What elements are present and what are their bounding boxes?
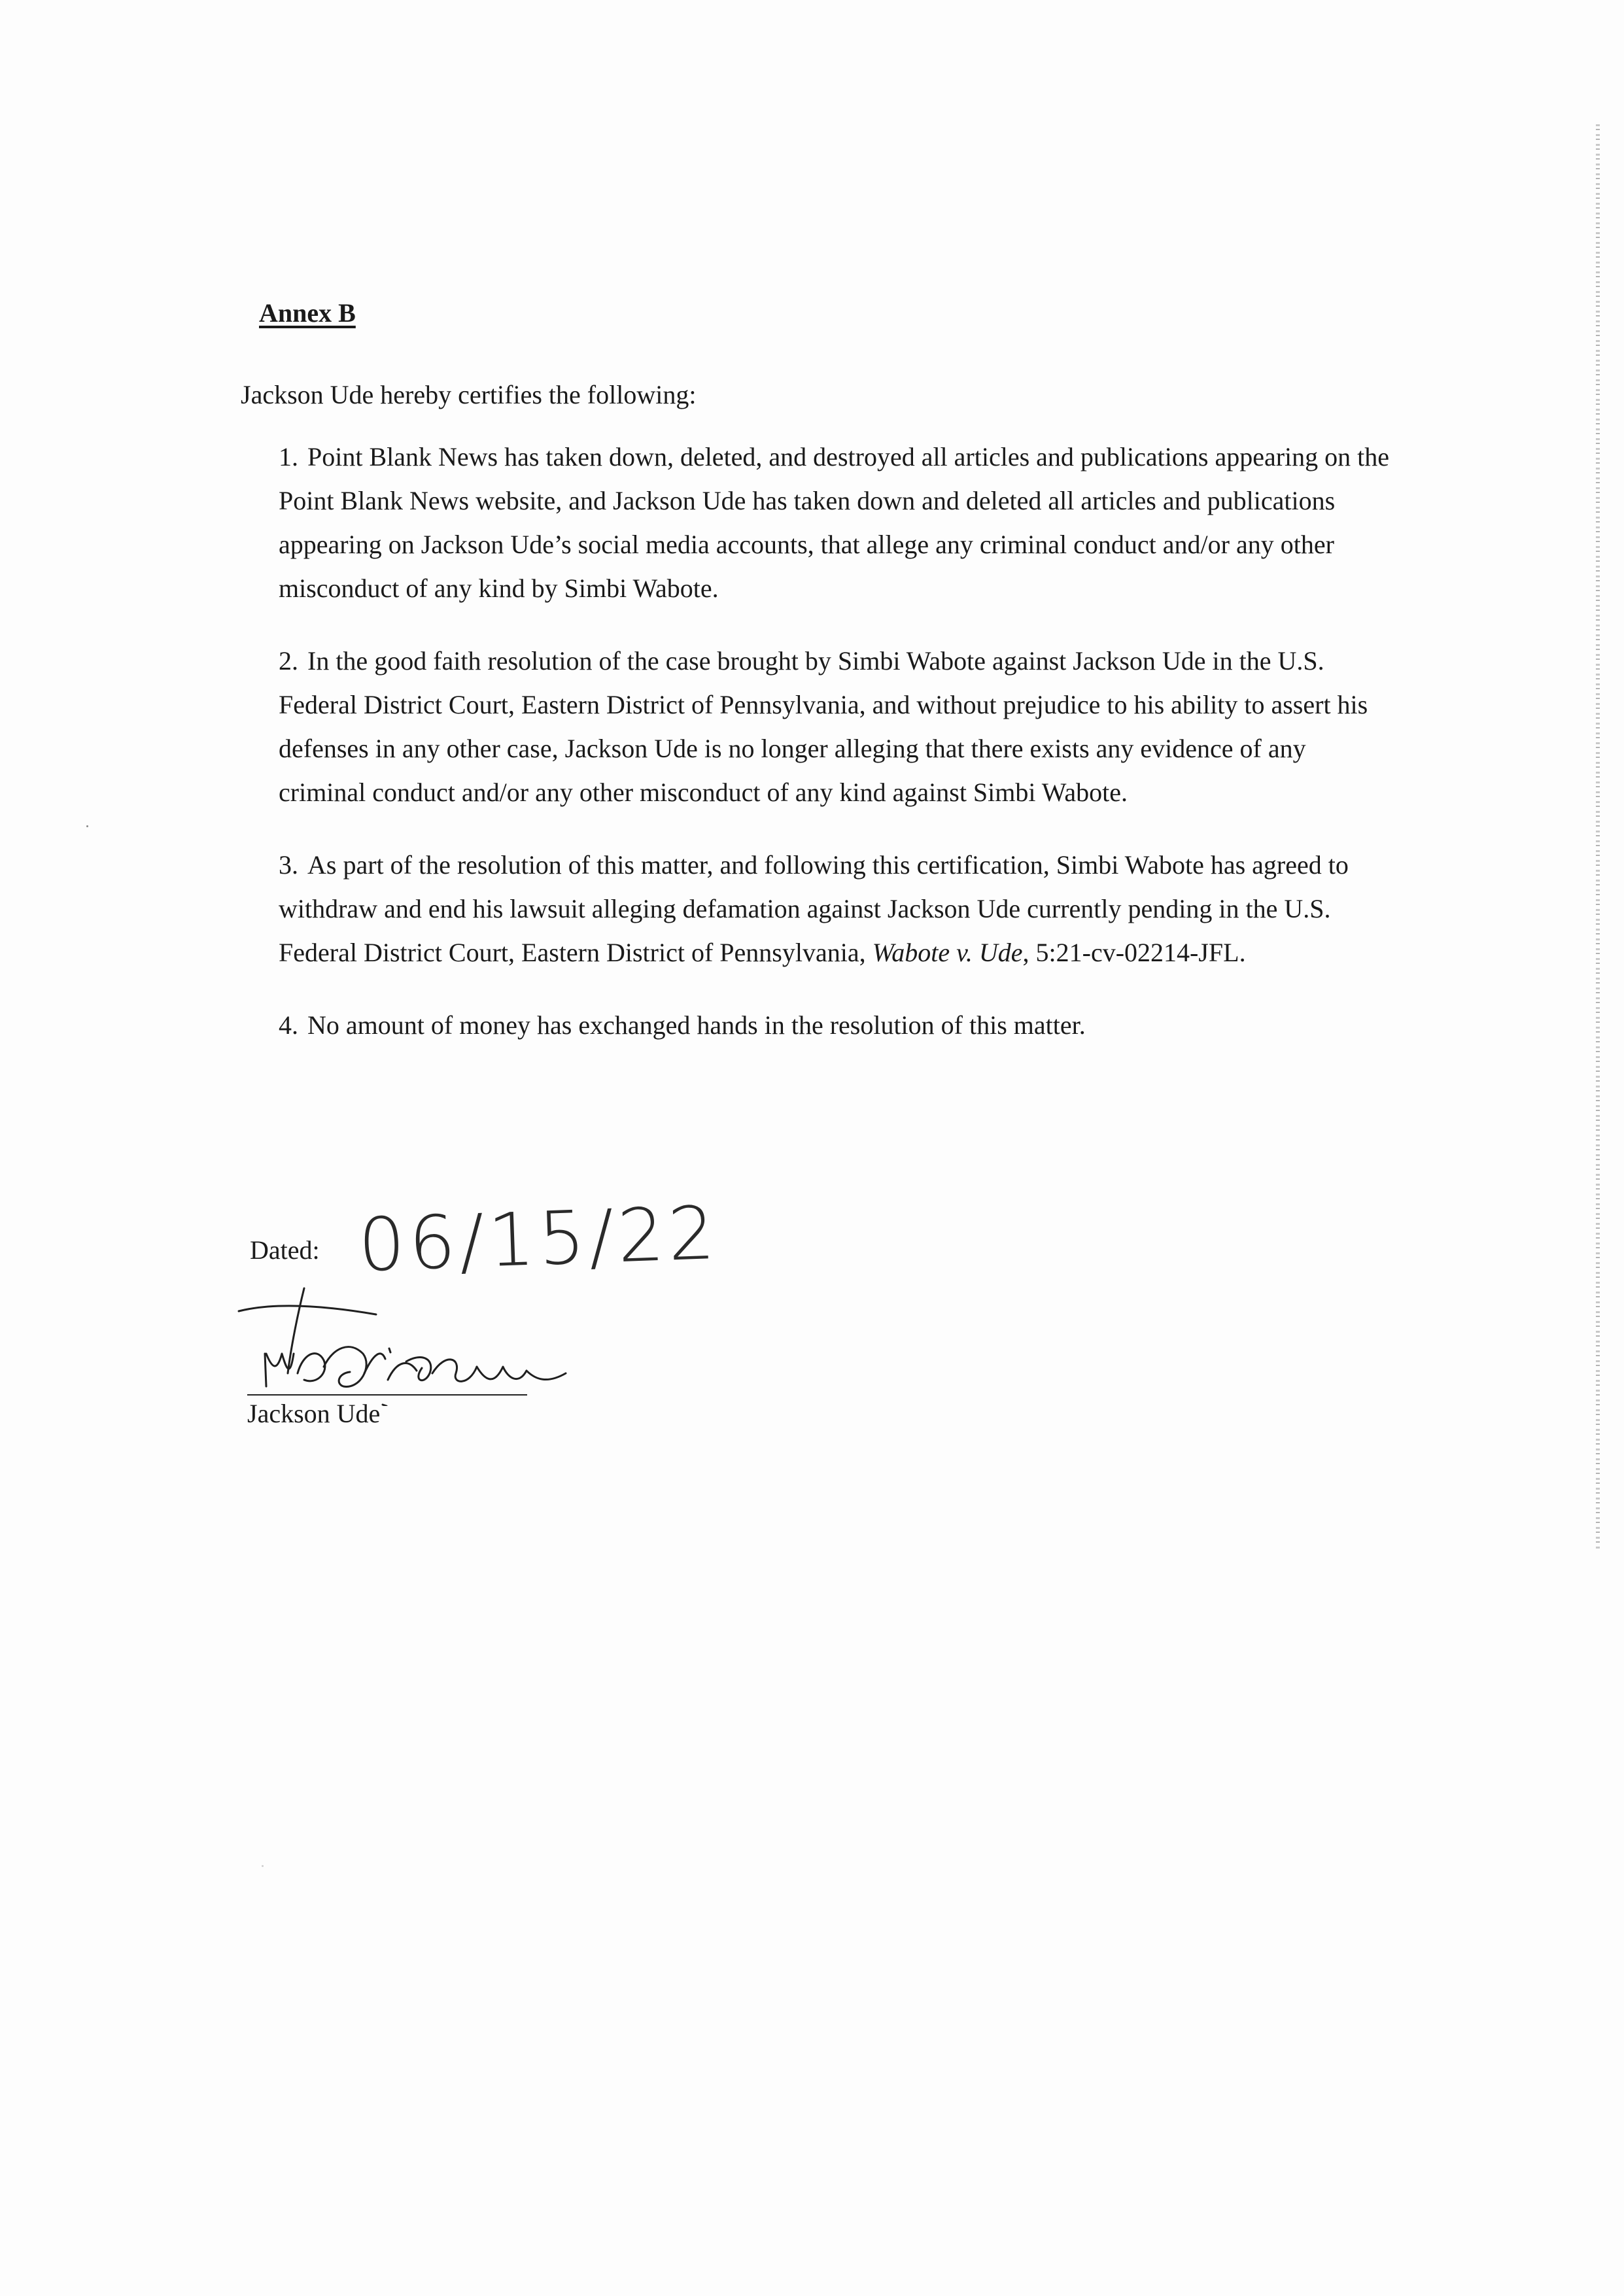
scan-speck — [262, 1865, 264, 1867]
certification-item-1 — [279, 435, 1391, 610]
certification-item-3 — [279, 843, 1391, 974]
case-number: , 5:21-cv-02214-JFL. — [1022, 938, 1246, 967]
annex-heading: Annex B — [259, 298, 356, 328]
certification-list — [279, 435, 1391, 1076]
item-text: In the good faith resolution of the case brought by Simbi Wabote against Jackson Ude in the U.S. Federal District Court, Eastern District of Pennsylvania, and without prejudice to his ability to assert his defenses in any other case, Jackson Ude is no longer alleging that there exists any evidence of any criminal conduct and/or any other misconduct of any kind against Simbi Wabote. — [279, 646, 1368, 807]
item-text: Point Blank News has taken down, deleted, and destroyed all articles and publications appearing on the Point Blank News website, and Jackson Ude has taken down and deleted all articles and publications appearing on Jackson Ude’s social media accounts, that allege any criminal conduct and/or any other misconduct of any kind by Simbi Wabote. — [279, 442, 1390, 603]
dated-label: Dated: — [250, 1235, 320, 1265]
certification-item-2 — [279, 639, 1391, 814]
signer-name: Jackson Ude — [247, 1399, 381, 1428]
intro-statement: Jackson Ude hereby certifies the following: — [241, 380, 697, 409]
item-number: 4. — [279, 1010, 298, 1040]
scan-edge-artifact — [1596, 124, 1600, 1550]
item-number: 1. — [279, 442, 298, 471]
item-text: As part of the resolution of this matter, and following this certification, Simbi Wabote has agreed to withdraw and end his lawsuit alleging defamation against Jackson Ude currently pending in the U.S. Federal District Court, Eastern District of Pennsylvania, — [279, 850, 1349, 967]
handwritten-date: 06/15/22 — [356, 1190, 720, 1288]
certification-item-4 — [279, 1003, 1391, 1047]
item-number: 2. — [279, 646, 298, 676]
signature-image — [226, 1275, 592, 1406]
item-number: 3. — [279, 850, 298, 880]
case-name: Wabote v. Ude — [872, 938, 1023, 967]
signature-line — [247, 1394, 527, 1396]
item-text: No amount of money has exchanged hands in the resolution of this matter. — [307, 1010, 1086, 1040]
scan-speck — [86, 825, 88, 827]
